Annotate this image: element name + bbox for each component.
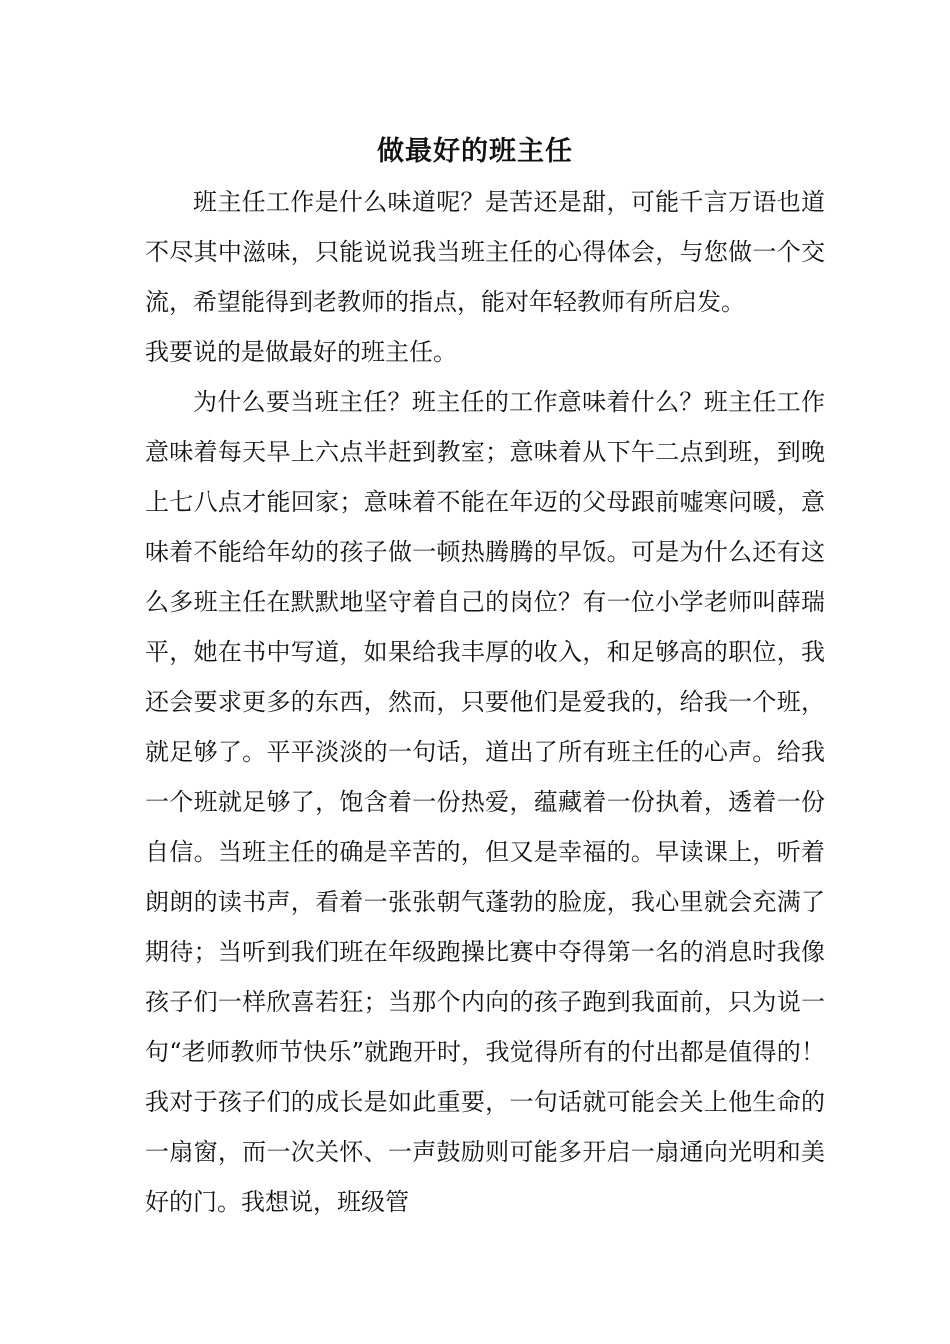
paragraph-topic: 我要说的是做最好的班主任。 xyxy=(145,338,457,366)
document-body xyxy=(145,177,825,1227)
paragraph-why-head-teacher: 为什么要当班主任？班主任的工作意味着什么？班主任工作意味着每天早上六点半赶到教室；意味着从下午二点到班，到晚上七八点才能回家；意味着不能在年迈的父母跟前嘘寒问暖，意味着不能给年幼的孩子做一顿热腾腾的早饭。可是为什么还有这么多班主任在默默地坚守着自己的岗位？有一位小学老师叫薛瑞平，她在书中写道，如果给我丰厚的收入，和足够高的职位，我还会要求更多的东西，然而，只要他们是爱我的，给我一个班，就足够了。平平淡淡的一句话，道出了所有班主任的心声。给我一个班就足够了，饱含着一份热爱，蕴藏着一份执着，透着一份自信。当班主任的确是辛苦的，但又是幸福的。早读课上，听着朗朗的读书声，看着一张张朝气蓬勃的脸庞，我心里就会充满了期待；当听到我们班在年级跑操比赛中夺得第一名的消息时我像孩子们一样欣喜若狂；当那个内向的孩子跑到我面前，只为说一句“老师教师节快乐”就跑开时，我觉得所有的付出都是值得的！我对于孩子们的成长是如此重要，一句话就可能会关上他生命的一扇窗，而一次关怀、一声鼓励则可能多开启一扇通向光明和美好的门。我想说，班级管 xyxy=(145,388,825,1216)
paragraph-intro: 班主任工作是什么味道呢？是苦还是甜，可能千言万语也道不尽其中滋味，只能说说我当班主任的心得体会，与您做一个交流，希望能得到老教师的指点，能对年轻教师有所启发。 xyxy=(145,188,825,316)
document-title: 做最好的班主任 xyxy=(377,136,573,167)
